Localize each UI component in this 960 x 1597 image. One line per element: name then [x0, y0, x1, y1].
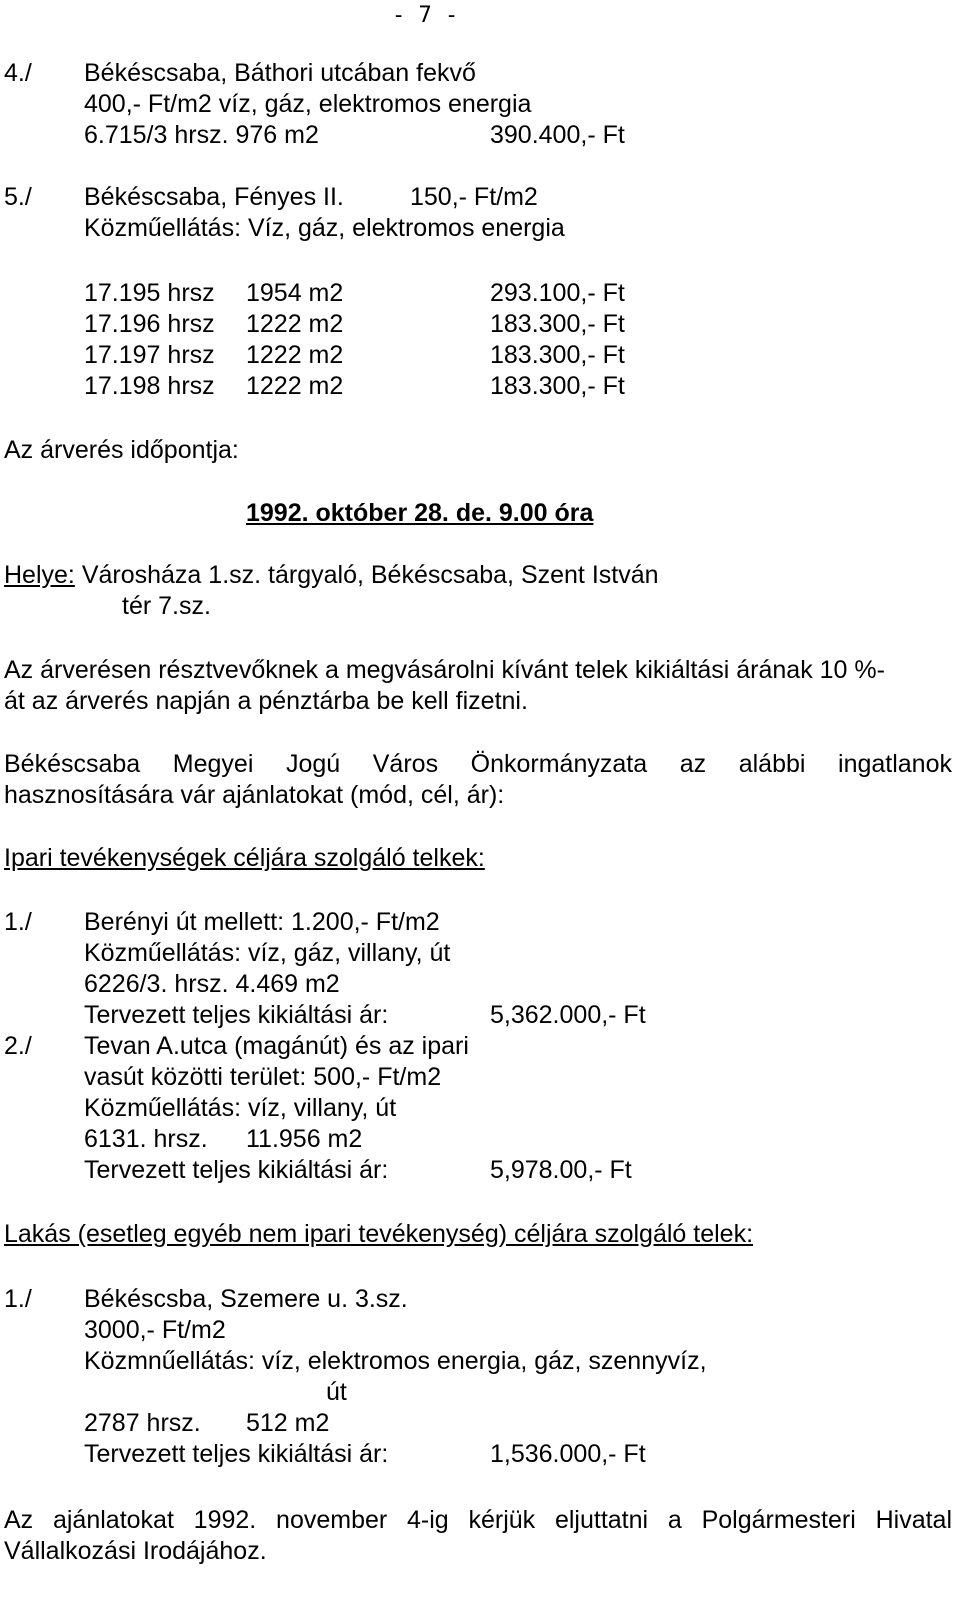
property-location: Békéscsaba, Báthori utcában fekvő — [84, 59, 476, 87]
closing-text: Az ajánlatokat 1992. november 4-ig kérjük eljuttatni a Polgármesteri Hivatal — [4, 1506, 952, 1534]
industrial-area: vasút közötti terület: 500,- Ft/m2 — [84, 1063, 442, 1091]
offers-intro-2: hasznosítására vár ajánlatokat (mód, cél, ár): — [4, 781, 505, 809]
auction-place-text-2: tér 7.sz. — [122, 592, 211, 620]
residential-utilities: Közmnűellátás: víz, elektromos energia, gáz, szennyvíz, — [84, 1347, 707, 1375]
price-label: Tervezett teljes kikiáltási ár: — [84, 1001, 389, 1029]
industrial-parcel-area: 11.956 m2 — [246, 1125, 363, 1153]
closing-text-2: Vállalkozási Irodájához. — [4, 1537, 267, 1565]
price-label: Tervezett teljes kikiáltási ár: — [84, 1156, 389, 1184]
parcel-hrsz: 17.195 hrsz — [84, 279, 215, 307]
property-parcel: 6.715/3 hrsz. 976 m2 — [84, 121, 319, 149]
residential-parcel-hrsz: 2787 hrsz. — [84, 1409, 201, 1437]
property-unit-price: 150,- Ft/m2 — [410, 183, 538, 211]
residential-unit-price: 3000,- Ft/m2 — [84, 1316, 226, 1344]
deposit-text: Az árverésen résztvevőknek a megvásárolni kívánt telek kikiáltási árának 10 %- — [4, 656, 885, 684]
item-number: 5./ — [4, 183, 32, 211]
parcel-hrsz: 17.197 hrsz — [84, 341, 215, 369]
parcel-hrsz: 17.196 hrsz — [84, 310, 215, 338]
parcel-price: 183.300,- Ft — [490, 372, 625, 400]
page-number: - 7 - — [392, 3, 459, 28]
property-location: Békéscsaba, Fényes II. — [84, 183, 344, 211]
residential-location: Békéscsba, Szemere u. 3.sz. — [84, 1285, 408, 1313]
property-utilities: 400,- Ft/m2 víz, gáz, elektromos energia — [84, 90, 532, 118]
industrial-price: 5,362.000,- Ft — [490, 1001, 646, 1029]
industrial-heading: Ipari tevékenységek céljára szolgáló telkek: — [4, 844, 485, 872]
industrial-location: Berényi út mellett: 1.200,- Ft/m2 — [84, 908, 440, 936]
property-utilities: Közműellátás: Víz, gáz, elektromos energia — [84, 214, 565, 242]
parcel-area: 1222 m2 — [246, 372, 344, 400]
auction-date: 1992. október 28. de. 9.00 óra — [246, 499, 594, 527]
industrial-parcel-hrsz: 6131. hrsz. — [84, 1125, 208, 1153]
property-price: 390.400,- Ft — [490, 121, 625, 149]
auction-time-label: Az árverés időpontja: — [4, 436, 239, 464]
parcel-area: 1954 m2 — [246, 279, 344, 307]
offers-intro: Békéscsaba Megyei Jogú Város Önkormányzata az alábbi ingatlanok — [4, 750, 952, 778]
item-number: 1./ — [4, 1285, 32, 1313]
industrial-utilities: Közműellátás: víz, villany, út — [84, 1094, 397, 1122]
residential-heading: Lakás (esetleg egyéb nem ipari tevékenység) céljára szolgáló telek: — [4, 1220, 754, 1248]
industrial-utilities: Közműellátás: víz, gáz, villany, út — [84, 939, 451, 967]
parcel-price: 183.300,- Ft — [490, 310, 625, 338]
parcel-area: 1222 m2 — [246, 341, 344, 369]
item-number: 4./ — [4, 59, 32, 87]
industrial-parcel: 6226/3. hrsz. 4.469 m2 — [84, 970, 340, 998]
residential-price: 1,536.000,- Ft — [490, 1440, 646, 1468]
item-number: 1./ — [4, 908, 32, 936]
parcel-price: 293.100,- Ft — [490, 279, 625, 307]
deposit-text-2: át az árverés napján a pénztárba be kell fizetni. — [4, 687, 528, 715]
auction-place — [4, 560, 659, 591]
parcel-price: 183.300,- Ft — [490, 341, 625, 369]
auction-place-label: Helye: — [4, 561, 75, 589]
auction-place-text: Városháza 1.sz. tárgyaló, Békéscsaba, Szent István — [74, 561, 659, 589]
industrial-location: Tevan A.utca (magánút) és az ipari — [84, 1032, 469, 1060]
parcel-area: 1222 m2 — [246, 310, 344, 338]
item-number: 2./ — [4, 1032, 32, 1060]
residential-utilities-2: út — [326, 1378, 347, 1406]
industrial-price: 5,978.00,- Ft — [490, 1156, 632, 1184]
residential-parcel-area: 512 m2 — [246, 1409, 330, 1437]
parcel-hrsz: 17.198 hrsz — [84, 372, 215, 400]
price-label: Tervezett teljes kikiáltási ár: — [84, 1440, 389, 1468]
